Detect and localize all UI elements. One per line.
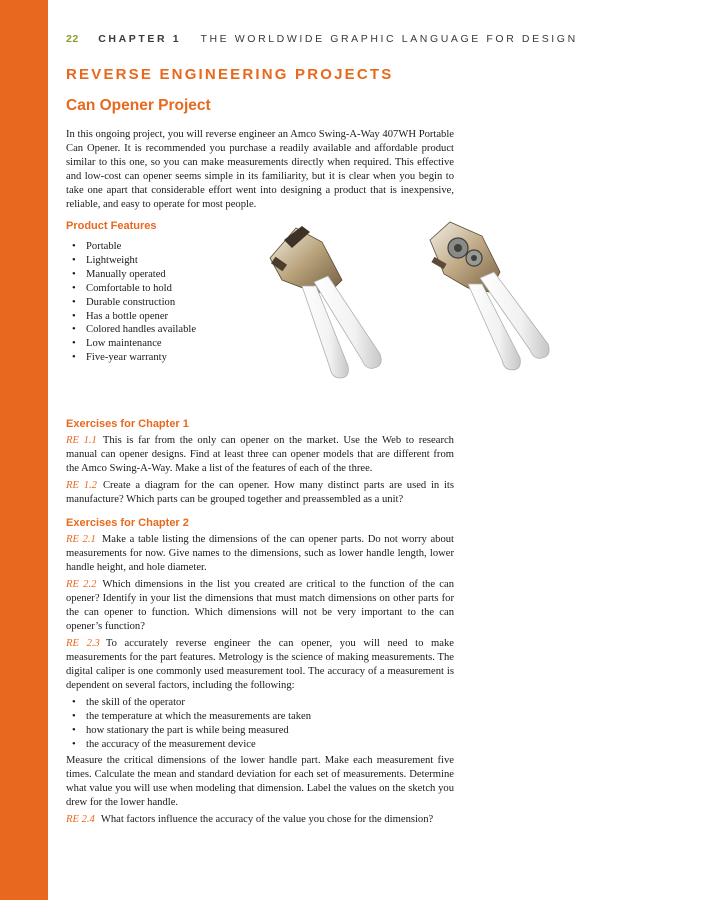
exercise-id: RE 2.3 xyxy=(66,638,100,649)
measurement-factors-list xyxy=(66,696,454,752)
chapter-title: THE WORLDWIDE GRAPHIC LANGUAGE FOR DESIGN xyxy=(200,33,578,45)
exercise-re-2-3-follow-up: Measure the critical dimensions of the lower handle part. Make each measurement five times. Calculate the mean and standard deviation for each set of measurements. Determine what value you will use when modeling that dimension. Label the values on the sketch you drew for the lower handle. xyxy=(66,755,454,808)
exercise-text: This is far from the only can opener on the market. Use the Web to research manual can opener designs. Find at least three can opener models that are different from the Amco Swing-A-Way. Make a list of the features of each of the three. xyxy=(66,435,454,474)
section-title: REVERSE ENGINEERING PROJECTS xyxy=(66,66,394,83)
factor-item: • the temperature at which the measurements are taken xyxy=(66,710,454,724)
exercise-text: What factors influence the accuracy of the value you chose for the dimension? xyxy=(100,814,434,825)
feature-item: • Comfortable to hold xyxy=(66,282,196,296)
feature-item: • Has a bottle opener xyxy=(66,310,196,324)
exercise-id: RE 2.1 xyxy=(66,534,96,545)
exercise-text: Make a table listing the dimensions of the can opener parts. Do not worry about measurements for now. Give names to the dimensions, such as lower handle length, lower handle height, and hole diameter. xyxy=(66,534,454,573)
project-title: Can Opener Project xyxy=(66,97,211,114)
exercise-re-1-1 xyxy=(66,434,454,476)
exercise-re-1-2 xyxy=(66,479,454,507)
feature-item: • Portable xyxy=(66,240,196,254)
chapter-label: CHAPTER 1 xyxy=(98,33,182,45)
feature-item: • Manually operated xyxy=(66,268,196,282)
exercises-ch2-heading: Exercises for Chapter 2 xyxy=(66,517,189,529)
feature-item: • Colored handles available xyxy=(66,323,196,337)
running-head xyxy=(66,33,578,45)
exercise-re-2-3 xyxy=(66,637,454,693)
exercise-text: Create a diagram for the can opener. How many distinct parts are used in its manufacture? Which parts can be grouped together and preassembled as a unit? xyxy=(66,480,454,505)
factor-item: • the accuracy of the measurement device xyxy=(66,738,454,752)
factor-item: • the skill of the operator xyxy=(66,696,454,710)
exercises-ch1-heading: Exercises for Chapter 1 xyxy=(66,418,189,430)
exercise-re-2-2 xyxy=(66,578,454,634)
chapter-color-band xyxy=(0,0,48,900)
feature-item: • Five-year warranty xyxy=(66,351,196,365)
exercise-id: RE 2.2 xyxy=(66,579,97,590)
exercise-id: RE 1.2 xyxy=(66,480,97,491)
exercise-re-2-4 xyxy=(66,813,454,827)
page-number: 22 xyxy=(66,33,79,45)
product-features-heading: Product Features xyxy=(66,220,157,232)
intro-paragraph: In this ongoing project, you will reverse engineer an Amco Swing-A-Way 407WH Portable Can Opener. It is recommended you purchase a readily available and affordable product similar to this one, so you can make measurements directly when required. This effective and low-cost can opener seems simple in its familiarity, but it is clear when you begin to take one apart that considerable effort went into designing a product that is inexpensive, reliable, and easy to operate for most people. xyxy=(66,129,454,210)
can-opener-photo-front xyxy=(262,220,392,380)
exercise-re-2-1 xyxy=(66,533,454,575)
can-opener-photo-back xyxy=(420,214,560,374)
feature-item: • Durable construction xyxy=(66,296,196,310)
exercises-section xyxy=(66,417,454,830)
exercise-text: Which dimensions in the list you created are critical to the function of the can opener? Identify in your list the dimensions that must match dimensions on other parts for the can opener to function. Which dimensions will not be very important to the can opener’s function? xyxy=(66,579,454,632)
exercise-id: RE 2.4 xyxy=(66,814,95,825)
exercise-id: RE 1.1 xyxy=(66,435,97,446)
product-features-list xyxy=(66,240,196,365)
factor-item: • how stationary the part is while being measured xyxy=(66,724,454,738)
feature-item: • Lightweight xyxy=(66,254,196,268)
exercise-text: To accurately reverse engineer the can opener, you will need to make measurements for the part features. Metrology is the science of making measurements. The digital caliper is one commonly used measurement tool. The accuracy of a measurement is dependent on several factors, including the following: xyxy=(66,638,454,691)
feature-item: • Low maintenance xyxy=(66,337,196,351)
